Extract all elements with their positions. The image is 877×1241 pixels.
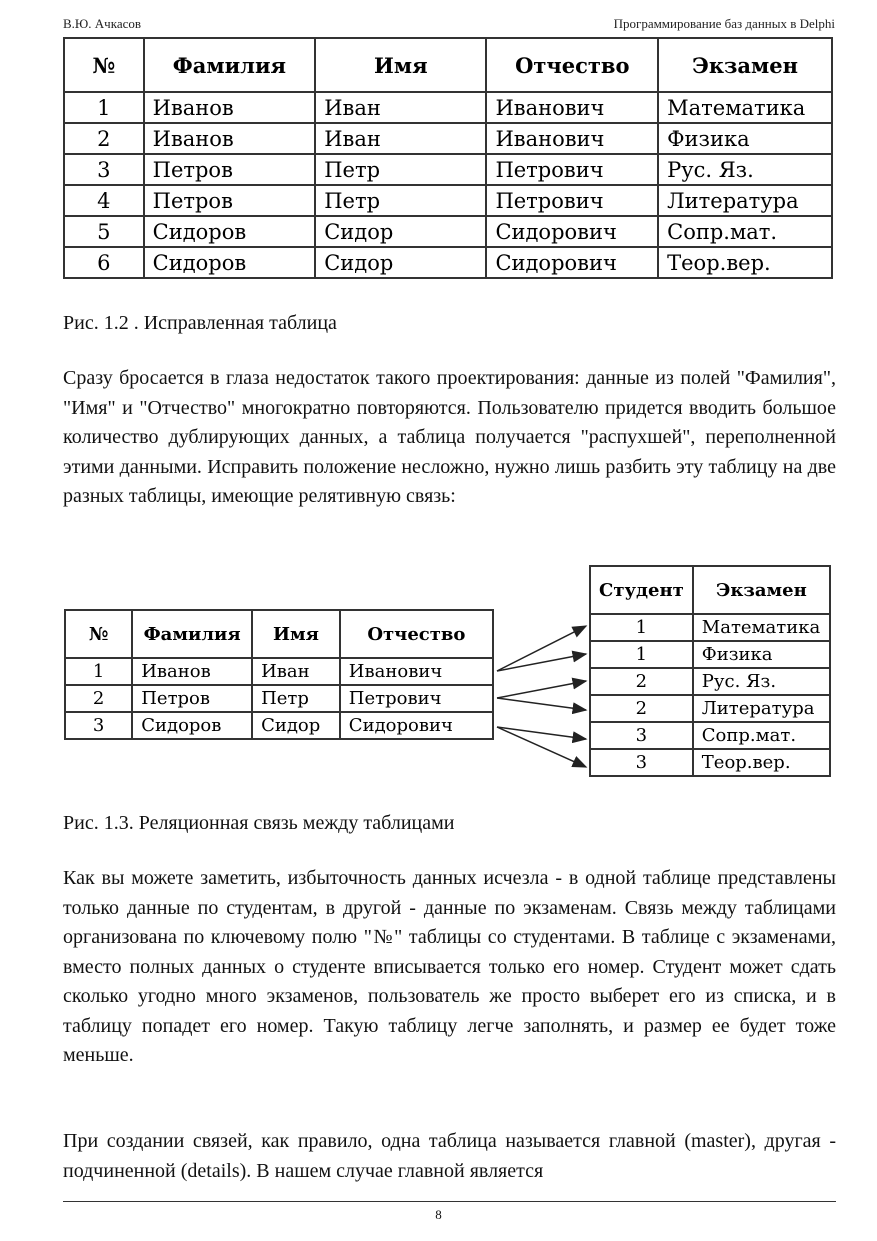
table-cell: Петров xyxy=(144,185,316,216)
table-cell: 1 xyxy=(65,658,132,685)
table-cell: 2 xyxy=(65,685,132,712)
arrow-1-to-1a xyxy=(497,626,586,671)
table-cell: 1 xyxy=(590,614,693,641)
table-cell: Петр xyxy=(315,185,486,216)
table-cell: 3 xyxy=(65,712,132,739)
table-cell: 2 xyxy=(64,123,144,154)
table-cell: 1 xyxy=(590,641,693,668)
table-cell: 5 xyxy=(64,216,144,247)
table-cell: Иванов xyxy=(144,92,316,123)
table-cell: Физика xyxy=(658,123,832,154)
column-header: Экзамен xyxy=(693,566,830,614)
paragraph-redundancy: Сразу бросается в глаза недостаток такого проектирования: данные из полей "Фамилия", "Имя" и "Отчество" многократно повторяются. Пользователю придется вводить большое количество дублирующих данных, а таблица получается "распухшей", переполненной этими данными. Исправить положение несложно, нужно лишь разбить эту таблицу на две разных таблицы, имеющие релятивную связь: xyxy=(63,367,836,507)
table-cell: Петрович xyxy=(486,154,658,185)
table-cell: Сидор xyxy=(315,216,486,247)
table-cell: 4 xyxy=(64,185,144,216)
table-cell: Иванович xyxy=(486,92,658,123)
table-cell: Сопр.мат. xyxy=(693,722,830,749)
table-cell: Петрович xyxy=(486,185,658,216)
column-header: Имя xyxy=(252,610,340,658)
table-cell: 2 xyxy=(590,668,693,695)
table-cell: Рус. Яз. xyxy=(658,154,832,185)
table-cell: Математика xyxy=(658,92,832,123)
table-cell: Сидор xyxy=(252,712,340,739)
table-cell: 3 xyxy=(64,154,144,185)
table-cell: Петров xyxy=(144,154,316,185)
table-cell: Сидоров xyxy=(144,247,316,278)
table-cell: Рус. Яз. xyxy=(693,668,830,695)
table-cell: Литература xyxy=(658,185,832,216)
table-cell: Петрович xyxy=(340,685,493,712)
table-cell: 3 xyxy=(590,749,693,776)
column-header: № xyxy=(65,610,132,658)
figure-caption-1-3: Рис. 1.3. Реляционная связь между таблицами xyxy=(63,812,455,834)
table-cell: 3 xyxy=(590,722,693,749)
table-cell: Петров xyxy=(132,685,252,712)
running-header-author: В.Ю. Ачкасов xyxy=(63,16,142,31)
arrow-2-to-2a xyxy=(497,681,586,698)
table-cell: Иванов xyxy=(132,658,252,685)
table-cell: Иван xyxy=(315,92,486,123)
table-cell: Физика xyxy=(693,641,830,668)
table-cell: 6 xyxy=(64,247,144,278)
table-cell: Иванов xyxy=(144,123,316,154)
table-cell: Сидорович xyxy=(486,216,658,247)
table-cell: Иван xyxy=(315,123,486,154)
arrow-2-to-2b xyxy=(497,698,586,710)
table-cell: Литература xyxy=(693,695,830,722)
table-cell: 1 xyxy=(64,92,144,123)
table-cell: Сидорович xyxy=(340,712,493,739)
column-header: Фамилия xyxy=(132,610,252,658)
table-cell: Теор.вер. xyxy=(658,247,832,278)
table-cell: Сидоров xyxy=(132,712,252,739)
column-header: Студент xyxy=(590,566,693,614)
paragraph-master-details: При создании связей, как правило, одна таблица называется главной (master), другая - подчиненной (details). В нашем случае главной является xyxy=(63,1130,836,1182)
table-cell: Петр xyxy=(315,154,486,185)
table-cell: Иван xyxy=(252,658,340,685)
table-cell: Математика xyxy=(693,614,830,641)
column-header: Отчество xyxy=(486,38,658,92)
table-cell: Сидорович xyxy=(486,247,658,278)
table-cell: Иванович xyxy=(340,658,493,685)
page-number: 8 xyxy=(435,1207,442,1222)
footer-rule xyxy=(63,1201,836,1202)
table-cell: Сидоров xyxy=(144,216,316,247)
table-cell: Сидор xyxy=(315,247,486,278)
table-cell: Иванович xyxy=(486,123,658,154)
column-header: № xyxy=(64,38,144,92)
column-header: Имя xyxy=(315,38,486,92)
column-header: Экзамен xyxy=(658,38,832,92)
figure-caption-1-2: Рис. 1.2 . Исправленная таблица xyxy=(63,312,337,334)
column-header: Отчество xyxy=(340,610,493,658)
table-cell: Сопр.мат. xyxy=(658,216,832,247)
table-cell: Теор.вер. xyxy=(693,749,830,776)
table-cell: Петр xyxy=(252,685,340,712)
running-header-title: Программирование баз данных в Delphi xyxy=(613,16,835,31)
table-cell: 2 xyxy=(590,695,693,722)
paragraph-relation-explanation: Как вы можете заметить, избыточность данных исчезла - в одной таблице представлены только данные по студентам, в другой - данные по экзаменам. Связь между таблицами организована по ключевому полю "№" таблицы со студентами. В таблице с экзаменами, вместо полных данных о студенте вписывается только его номер. Студент может сдать сколько угодно много экзаменов, пользователь же просто выберет его из списка, и в таблицу попадет его номер. Такую таблицу легче заполнять, и размер ее будет тоже меньше. xyxy=(63,867,836,1066)
column-header: Фамилия xyxy=(144,38,316,92)
arrow-1-to-1b xyxy=(497,654,586,671)
